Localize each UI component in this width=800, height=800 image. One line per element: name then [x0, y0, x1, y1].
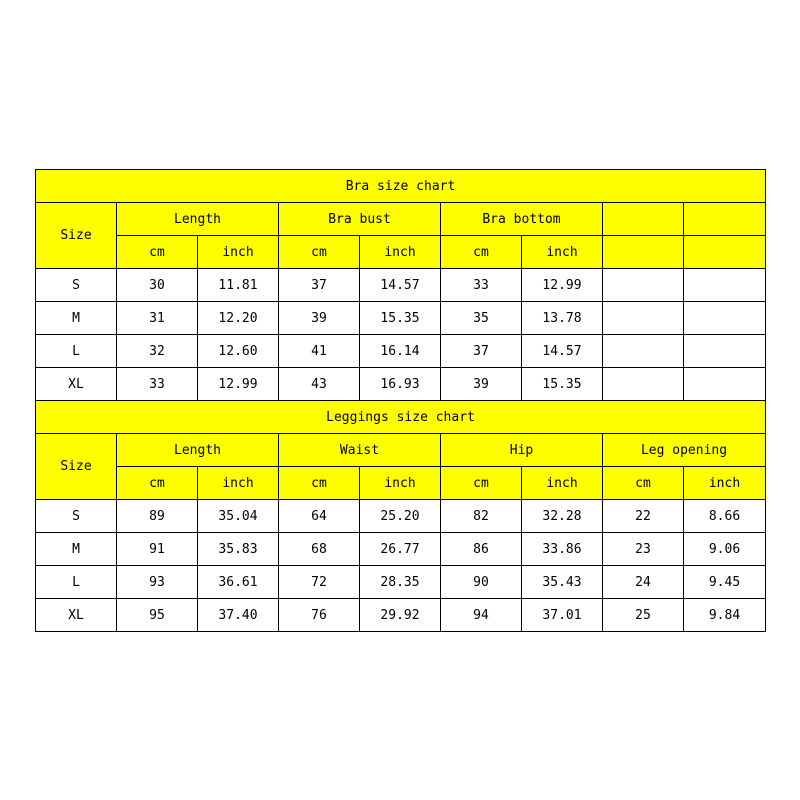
leggings-value-cell: 35.04 [198, 500, 279, 533]
bra-size-cell: L [36, 335, 117, 368]
bra-unit-header-row [36, 236, 766, 269]
leggings-value-cell: 29.92 [360, 599, 441, 632]
leggings-value-cell: 35.43 [522, 566, 603, 599]
bra-value-cell: 12.20 [198, 302, 279, 335]
bra-value-cell: 15.35 [360, 302, 441, 335]
bra-value-cell: 39 [441, 368, 522, 401]
leggings-unit-header-row [36, 467, 766, 500]
bra-chart-title: Bra size chart [36, 170, 766, 203]
leggings-table-row [36, 533, 766, 566]
bra-unit-header: cm [441, 236, 522, 269]
leggings-unit-header: inch [360, 467, 441, 500]
leggings-value-cell: 95 [117, 599, 198, 632]
leggings-chart-title: Leggings size chart [36, 401, 766, 434]
bra-size-cell: S [36, 269, 117, 302]
bra-value-cell [684, 269, 766, 302]
leggings-unit-header: inch [684, 467, 766, 500]
bra-value-cell: 33 [441, 269, 522, 302]
leggings-value-cell: 28.35 [360, 566, 441, 599]
bra-value-cell: 43 [279, 368, 360, 401]
bra-value-cell [684, 302, 766, 335]
leggings-value-cell: 35.83 [198, 533, 279, 566]
bra-value-cell: 39 [279, 302, 360, 335]
bra-value-cell: 12.60 [198, 335, 279, 368]
leggings-value-cell: 76 [279, 599, 360, 632]
bra-unit-header: cm [117, 236, 198, 269]
bra-unit-header: cm [279, 236, 360, 269]
bra-value-cell: 33 [117, 368, 198, 401]
leggings-value-cell: 9.06 [684, 533, 766, 566]
bra-title-row [36, 170, 766, 203]
leggings-unit-header: inch [522, 467, 603, 500]
leggings-value-cell: 37.40 [198, 599, 279, 632]
bra-value-cell: 31 [117, 302, 198, 335]
leggings-size-cell: L [36, 566, 117, 599]
bra-value-cell [684, 335, 766, 368]
leggings-table-row [36, 500, 766, 533]
leggings-value-cell: 24 [603, 566, 684, 599]
leggings-value-cell: 9.45 [684, 566, 766, 599]
leggings-value-cell: 90 [441, 566, 522, 599]
leggings-value-cell: 37.01 [522, 599, 603, 632]
bra-table-row [36, 368, 766, 401]
bra-unit-header: inch [360, 236, 441, 269]
bra-value-cell [603, 302, 684, 335]
bra-value-cell: 37 [441, 335, 522, 368]
bra-value-cell: 37 [279, 269, 360, 302]
bra-unit-header [684, 236, 766, 269]
leggings-group-length: Length [117, 434, 279, 467]
leggings-value-cell: 32.28 [522, 500, 603, 533]
leggings-value-cell: 8.66 [684, 500, 766, 533]
leggings-value-cell: 82 [441, 500, 522, 533]
bra-table-row [36, 302, 766, 335]
bra-value-cell: 35 [441, 302, 522, 335]
bra-value-cell: 14.57 [360, 269, 441, 302]
leggings-value-cell: 25.20 [360, 500, 441, 533]
bra-value-cell [603, 269, 684, 302]
leggings-group-header-row [36, 434, 766, 467]
leggings-value-cell: 22 [603, 500, 684, 533]
leggings-value-cell: 26.77 [360, 533, 441, 566]
leggings-value-cell: 91 [117, 533, 198, 566]
leggings-group-waist: Waist [279, 434, 441, 467]
leggings-group-leg-opening: Leg opening [603, 434, 766, 467]
bra-unit-header: inch [198, 236, 279, 269]
bra-value-cell: 16.14 [360, 335, 441, 368]
leggings-size-cell: S [36, 500, 117, 533]
bra-unit-header: inch [522, 236, 603, 269]
bra-value-cell: 11.81 [198, 269, 279, 302]
leggings-size-cell: M [36, 533, 117, 566]
leggings-unit-header: cm [441, 467, 522, 500]
bra-group-bottom: Bra bottom [441, 203, 603, 236]
leggings-unit-header: cm [603, 467, 684, 500]
leggings-value-cell: 25 [603, 599, 684, 632]
leggings-unit-header: inch [198, 467, 279, 500]
leggings-value-cell: 89 [117, 500, 198, 533]
leggings-value-cell: 9.84 [684, 599, 766, 632]
leggings-value-cell: 93 [117, 566, 198, 599]
bra-value-cell: 30 [117, 269, 198, 302]
size-chart-table [35, 169, 766, 632]
bra-value-cell: 15.35 [522, 368, 603, 401]
bra-size-header: Size [36, 203, 117, 269]
leggings-table-row [36, 566, 766, 599]
leggings-title-row [36, 401, 766, 434]
bra-value-cell [603, 368, 684, 401]
leggings-unit-header: cm [117, 467, 198, 500]
bra-table-row [36, 269, 766, 302]
leggings-value-cell: 86 [441, 533, 522, 566]
bra-table-row [36, 335, 766, 368]
bra-group-header-row [36, 203, 766, 236]
bra-group-empty [603, 203, 684, 236]
leggings-value-cell: 94 [441, 599, 522, 632]
bra-size-cell: XL [36, 368, 117, 401]
bra-unit-header [603, 236, 684, 269]
leggings-value-cell: 64 [279, 500, 360, 533]
leggings-value-cell: 36.61 [198, 566, 279, 599]
leggings-group-hip: Hip [441, 434, 603, 467]
leggings-unit-header: cm [279, 467, 360, 500]
bra-value-cell: 13.78 [522, 302, 603, 335]
leggings-value-cell: 33.86 [522, 533, 603, 566]
leggings-size-cell: XL [36, 599, 117, 632]
bra-value-cell: 14.57 [522, 335, 603, 368]
bra-value-cell [603, 335, 684, 368]
bra-size-cell: M [36, 302, 117, 335]
leggings-value-cell: 68 [279, 533, 360, 566]
bra-value-cell: 41 [279, 335, 360, 368]
bra-value-cell [684, 368, 766, 401]
bra-value-cell: 12.99 [198, 368, 279, 401]
bra-group-bust: Bra bust [279, 203, 441, 236]
bra-group-empty [684, 203, 766, 236]
bra-value-cell: 12.99 [522, 269, 603, 302]
leggings-value-cell: 72 [279, 566, 360, 599]
bra-group-length: Length [117, 203, 279, 236]
leggings-table-row [36, 599, 766, 632]
leggings-value-cell: 23 [603, 533, 684, 566]
bra-value-cell: 16.93 [360, 368, 441, 401]
bra-value-cell: 32 [117, 335, 198, 368]
leggings-size-header: Size [36, 434, 117, 500]
